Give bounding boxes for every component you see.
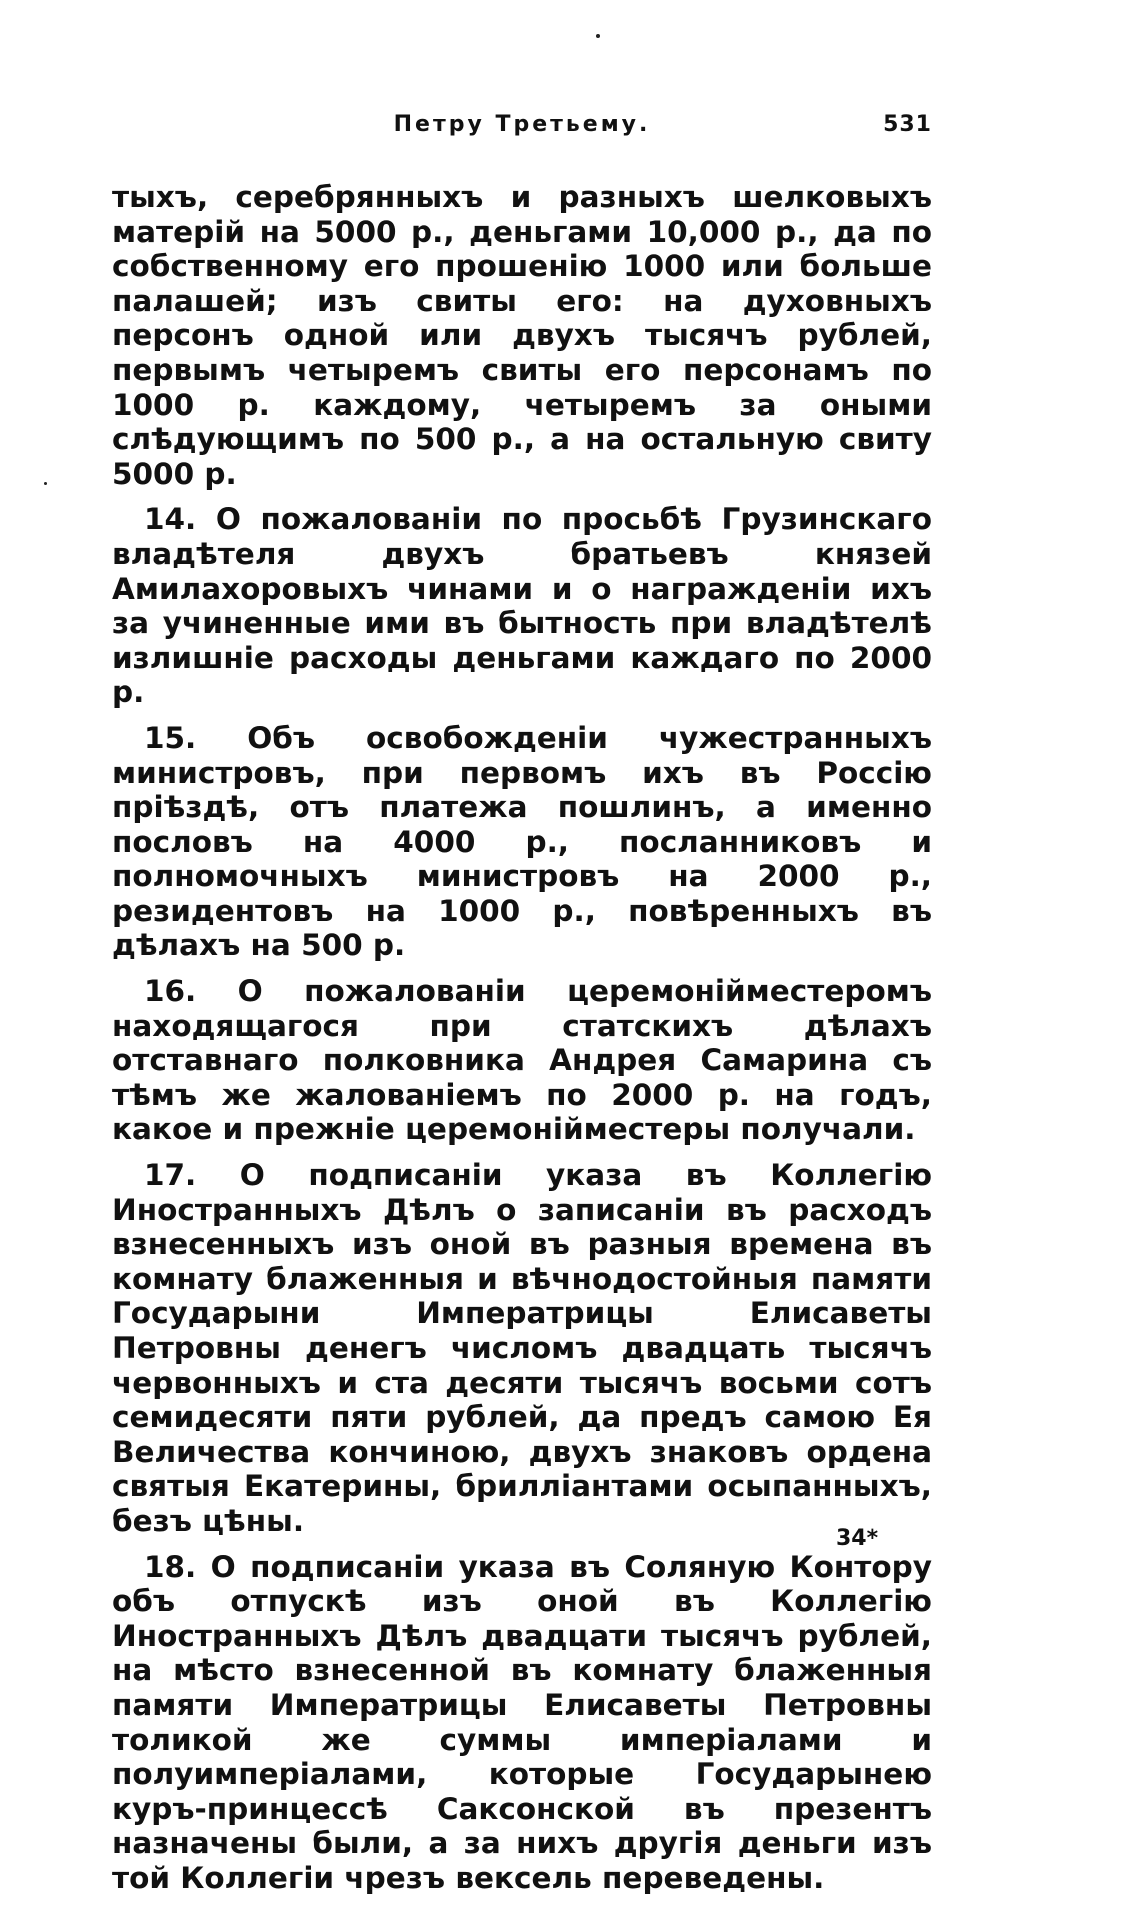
paragraph-item-18: 18. О подписаніи указа въ Соляную Контору объ отпускѣ изъ оной въ Коллегію Иностранныхъ Дѣлъ двадцати тысячъ рублей, на мѣсто взнесенной въ комнату блаженныя памяти Императрицы Елисаветы Петровны толикой же суммы имперiалами и полуимперiалами, которые Государынею куръ-принцессѣ Саксонской въ презентъ назначены были, а за нихъ другія деньги изъ той Коллегіи чрезъ вексель переведены.: [112, 1549, 932, 1895]
ink-speck: [44, 482, 47, 485]
paragraph-item-16: 16. О пожалованіи церемонійместеромъ находящагося при статскихъ дѣлахъ отставнаго полковника Андрея Самарина съ тѣмъ же жалованіемъ по 2000 р. на годъ, какое и прежніе церемонійместеры получали.: [112, 974, 932, 1147]
paragraph-continuation: тыхъ, серебрянныхъ и разныхъ шелковыхъ матерій на 5000 р., деньгами 10,000 р., да по собственному его прошенію 1000 или больше палашей; изъ свиты его: на духовныхъ персонъ одной или двухъ тысячъ рублей, первымъ четыремъ свиты его персонамъ по 1000 р. каждому, четыремъ за оными слѣдующимъ по 500 р., а на остальную свиту 5000 р.: [112, 180, 932, 491]
paragraph-item-17: 17. О подписаніи указа въ Коллегію Иностранныхъ Дѣлъ о записаніи въ расходъ взнесенныхъ изъ оной въ разныя времена въ комнату блаженныя и вѣчнодостойныя памяти Государыни Императрицы Елисаветы Петровны денегъ числомъ двадцать тысячъ червонныхъ и ста десяти тысячъ восьми сотъ семидесяти пяти рублей, да предъ самою Ея Величества кончиною, двухъ знаковъ ордена святыя Екатерины, бриллiантами осыпанныхъ, безъ цѣны.: [112, 1158, 932, 1538]
ink-speck: [596, 34, 600, 38]
paragraph-item-15: 15. Объ освобожденіи чужестранныхъ министровъ, при первомъ ихъ въ Россію пріѣздѣ, отъ платежа пошлинъ, а именно пословъ на 4000 р., посланниковъ и полномочныхъ министровъ на 2000 р., резидентовъ на 1000 р., повѣренныхъ въ дѣлахъ на 500 р.: [112, 720, 932, 963]
signature-mark: 34*: [836, 1526, 879, 1551]
body-text: [112, 180, 932, 1907]
running-head: [112, 112, 932, 142]
page-number: 531: [883, 112, 932, 137]
running-title: Петру Третьему.: [393, 112, 651, 137]
paragraph-item-14: 14. О пожалованіи по просьбѣ Грузинскаго владѣтеля двухъ братьевъ князей Амилахоровыхъ чинами и о награжденіи ихъ за учиненные ими въ бытность при владѣтелѣ излишніе расходы деньгами каждаго по 2000 р.: [112, 502, 932, 710]
